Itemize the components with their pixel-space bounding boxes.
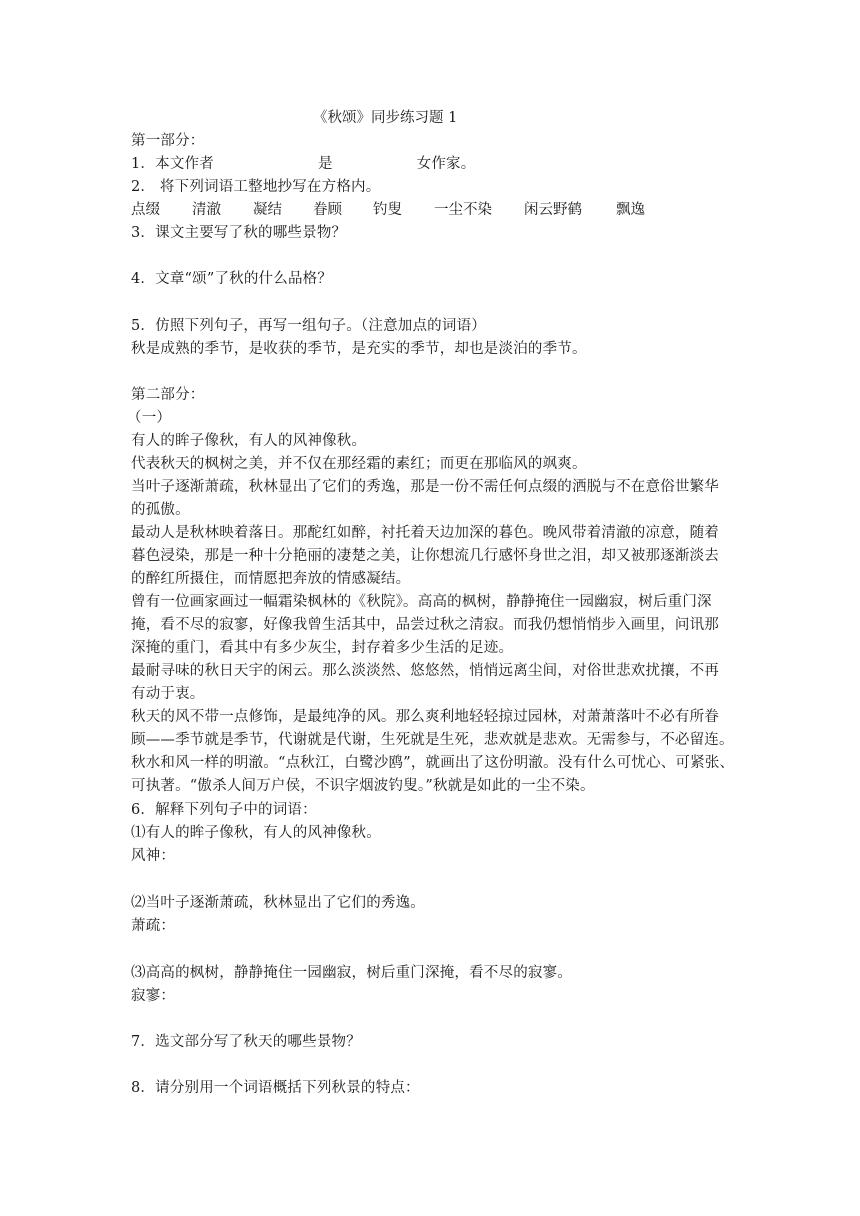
- question-4: 4．文章“颂”了秋的什么品格？: [131, 271, 333, 287]
- q1-part-a: 1．本文作者: [131, 156, 214, 172]
- passage-line: 代表秋天的枫树之美，并不仅在那经霜的素红；而更在那临风的飒爽。: [131, 456, 587, 472]
- q5-example-sentence: 秋是成熟的季节，是收获的季节，是充实的季节，却也是淡泊的季节。: [131, 341, 587, 357]
- q6-sentence-2: ⑵当叶子逐渐萧疏，秋林显出了它们的秀逸。: [131, 895, 425, 911]
- q1-part-b: 是: [317, 156, 333, 172]
- passage-line: 暮色浸染，那是一种十分艳丽的凄楚之美，让你想流几行感怀身世之泪，却又被那逐渐淡去: [131, 548, 719, 564]
- part2-heading: 第二部分：: [131, 387, 205, 403]
- document-title: 《秋颂》同步练习题 1: [313, 110, 458, 126]
- passage-line: 有人的眸子像秋，有人的风神像秋。: [131, 433, 367, 449]
- question-6: 6．解释下列句子中的词语：: [131, 802, 317, 818]
- word-item: 一尘不染: [434, 202, 492, 218]
- passage-line: 顾——季节就是季节，代谢就是代谢，生死就是生死，悲欢就是悲欢。无需参与，不必留连。: [131, 732, 734, 748]
- question-7: 7．选文部分写了秋天的哪些景物？: [131, 1034, 361, 1050]
- q6-word-2: 萧疏：: [131, 918, 176, 934]
- question-8: 8．请分别用一个词语概括下列秋景的特点：: [131, 1080, 420, 1096]
- passage-line: 曾有一位画家画过一幅霜染枫林的《秋院》。高高的枫树，静静掩住一园幽寂，树后重门深: [131, 594, 712, 610]
- word-item: 闲云野鹤: [524, 202, 582, 218]
- passage-line: 最动人是秋林映着落日。那酡红如醉，衬托着天边加深的暮色。晚风带着清澈的凉意，随着: [131, 525, 719, 541]
- passage-line: 当叶子逐渐萧疏，秋林显出了它们的秀逸，那是一份不需任何点缀的洒脱与不在意俗世繁华: [131, 479, 719, 495]
- word-item: 飘逸: [616, 202, 645, 218]
- word-item: 钓叟: [373, 202, 402, 218]
- passage-line: 有动于衷。: [131, 686, 205, 702]
- q6-sentence-1: ⑴有人的眸子像秋，有人的风神像秋。: [131, 825, 381, 841]
- word-item: 眷顾: [313, 202, 342, 218]
- part1-heading: 第一部分：: [131, 133, 205, 149]
- question-5: 5．仿照下列句子，再写一组句子。（注意加点的词语）: [131, 318, 486, 334]
- question-2: 2． 将下列词语工整地抄写在方格内。: [131, 179, 381, 195]
- section-label: （一）: [127, 410, 172, 426]
- word-item: 点缀: [131, 202, 160, 218]
- question-3: 3．课文主要写了秋的哪些景物？: [131, 225, 347, 241]
- passage-line: 秋水和风一样的明澈。“点秋江，白鹭沙鸥”，就画出了这份明澈。没有什么可忧心、可紧张、: [131, 755, 735, 771]
- passage-line: 的醉红所摄住，而情愿把奔放的情感凝结。: [131, 571, 411, 587]
- q1-part-c: 女作家。: [416, 156, 476, 172]
- word-item: 清澈: [192, 202, 221, 218]
- question-1: [131, 153, 736, 176]
- passage-line: 掩，看不尽的寂寥，好像我曾生活其中，品尝过秋之清寂。而我仍想悄悄步入画里，问讯那: [131, 617, 719, 633]
- passage-line: 可执著。“傲杀人间万户侯，不识字烟波钓叟。”秋就是如此的一尘不染。: [131, 778, 595, 794]
- passage-line: 深掩的重门，看其中有多少灰尘，封存着多少生活的足迹。: [131, 640, 514, 656]
- q6-sentence-3: ⑶高高的枫树，静静掩住一园幽寂，树后重门深掩，看不尽的寂寥。: [131, 965, 572, 981]
- passage-line: 最耐寻味的秋日天宇的闲云。那么淡淡然、悠悠然，悄悄远离尘间，对俗世悲欢扰攘，不再: [131, 663, 719, 679]
- q6-word-1: 风神：: [131, 848, 176, 864]
- q6-word-3: 寂寥：: [131, 988, 176, 1004]
- word-item: 凝结: [253, 202, 282, 218]
- passage-line: 的孤傲。: [131, 502, 190, 518]
- passage-line: 秋天的风不带一点修饰，是最纯净的风。那么爽利地轻轻掠过园林，对萧萧落叶不必有所眷: [131, 709, 719, 725]
